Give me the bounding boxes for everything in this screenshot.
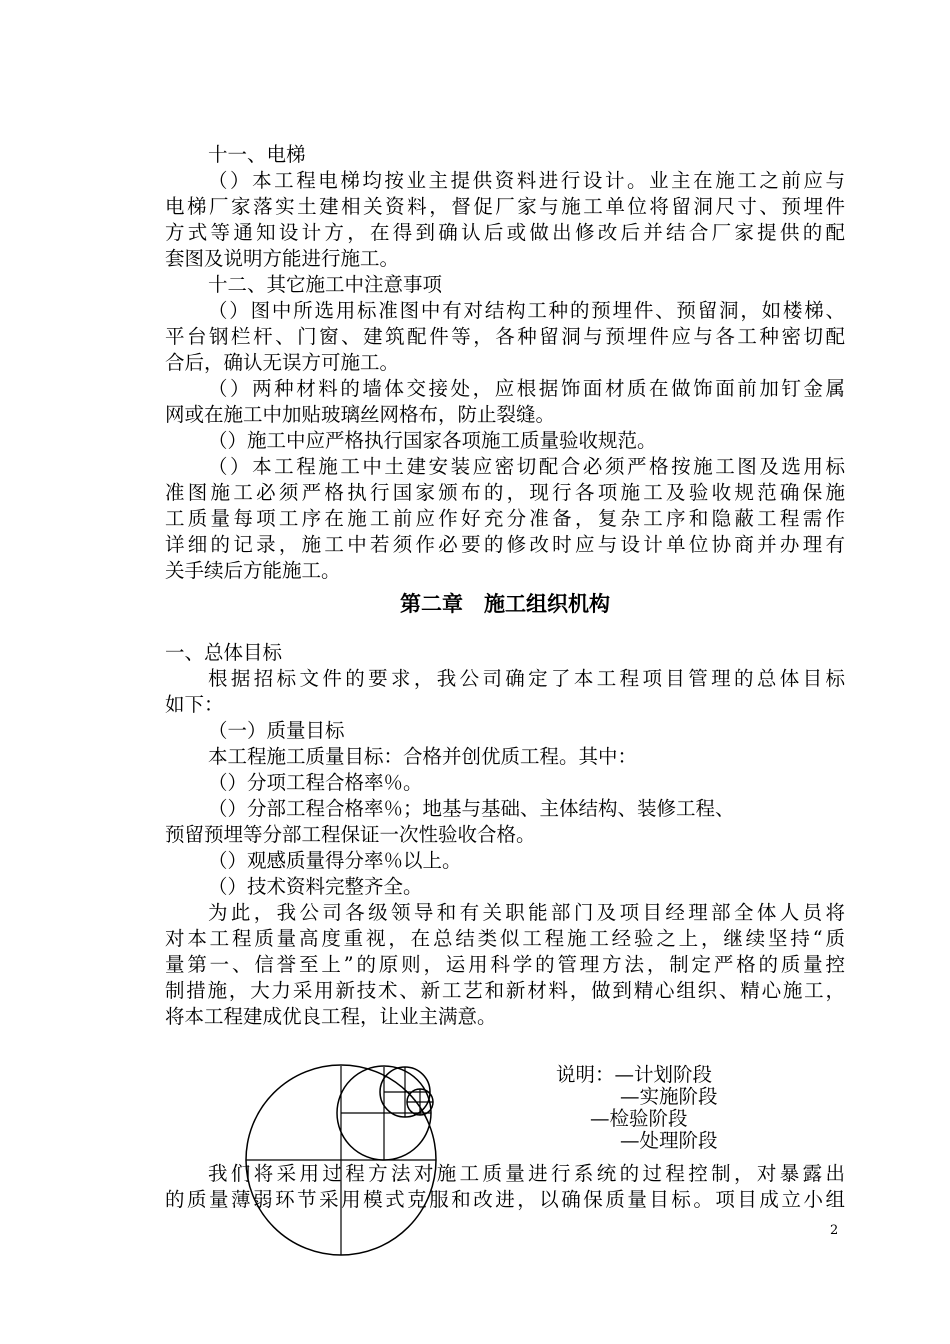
section-12-p3: （）施工中应严格执行国家各项施工质量验收规范。: [208, 429, 657, 452]
section-12-p4-line-4: 详细的记录，施工中若须作必要的修改时应与设计单位协商并办理有: [165, 533, 845, 556]
quality-goal-heading: （一）质量目标: [208, 719, 345, 742]
commitment-line-5: 将本工程建成优良工程，让业主满意。: [165, 1005, 497, 1028]
commitment-line-3: 量第一、信誉至上”的原则，运用科学的管理方法，制定严格的质量控: [165, 953, 845, 976]
general-goal-heading: 一、总体目标: [165, 641, 283, 664]
section-12-p2-line-2: 网或在施工中加贴玻璃丝网格布，防止裂缝。: [165, 403, 556, 426]
legend-check: —检验阶段: [590, 1107, 688, 1130]
quality-item-2: （）分部工程合格率％；地基与基础、主体结构、装修工程、: [208, 797, 735, 820]
section-12-p4-line-5: 关手续后方能施工。: [165, 559, 341, 582]
chapter-title: 第二章 施工组织机构: [400, 591, 610, 616]
legend-do: —实施阶段: [620, 1085, 718, 1108]
quality-goal-line: 本工程施工质量目标：合格并创优质工程。其中：: [208, 745, 638, 768]
intro-line-1: 根据招标文件的要求，我公司确定了本工程项目管理的总体目标: [208, 667, 845, 690]
section-12-p4-line-3: 工质量每项工序在施工前应作好充分准备，复杂工序和隐蔽工程需作: [165, 507, 845, 530]
section-12-p1-line-1: （）图中所选用标准图中有对结构工种的预埋件、预留洞，如楼梯、: [208, 299, 845, 322]
closing-line-2: 的质量薄弱环节采用模式克服和改进，以确保质量目标。项目成立小组: [165, 1188, 845, 1211]
section-12-p2-line-1: （）两种材料的墙体交接处，应根据饰面材质在做饰面前加钉金属: [208, 377, 845, 400]
pdca-cycle-diagram: [240, 1045, 450, 1275]
commitment-line-4: 制措施，大力采用新技术、新工艺和新材料，做到精心组织、精心施工，: [165, 979, 845, 1002]
quality-item-2-cont: 预留预埋等分部工程保证一次性验收合格。: [165, 823, 536, 846]
section-12-p4-line-2: 准图施工必须严格执行国家颁布的，现行各项施工及验收规范确保施: [165, 481, 845, 504]
section-12-heading: 十二、其它施工中注意事项: [208, 273, 443, 296]
section-12-p4-line-1: （）本工程施工中土建安装应密切配合必须严格按施工图及选用标: [208, 455, 845, 478]
intro-line-2: 如下：: [165, 693, 224, 716]
section-12-p1-line-3: 合后，确认无误方可施工。: [165, 351, 400, 374]
section-11-line-2: 电梯厂家落实土建相关资料，督促厂家与施工单位将留洞尺寸、预埋件: [165, 195, 845, 218]
closing-line-1: 我们将采用过程方法对施工质量进行系统的过程控制，对暴露出: [208, 1162, 845, 1185]
section-11-line-3: 方式等通知设计方，在得到确认后或做出修改后并结合厂家提供的配: [165, 221, 845, 244]
section-11-line-4: 套图及说明方能进行施工。: [165, 247, 400, 270]
quality-item-4: （）技术资料完整齐全。: [208, 875, 423, 898]
section-11-line-1: （）本工程电梯均按业主提供资料进行设计。业主在施工之前应与: [208, 169, 845, 192]
commitment-line-1: 为此，我公司各级领导和有关职能部门及项目经理部全体人员将: [208, 901, 845, 924]
quality-item-3: （）观感质量得分率％以上。: [208, 849, 462, 872]
legend-act: —处理阶段: [620, 1129, 718, 1152]
section-12-p1-line-2: 平台钢栏杆、门窗、建筑配件等，各种留洞与预埋件应与各工种密切配: [165, 325, 845, 348]
page-number: 2: [830, 1223, 839, 1238]
commitment-line-2: 对本工程质量高度重视，在总结类似工程施工经验之上，继续坚持“质: [165, 927, 845, 950]
quality-item-1: （）分项工程合格率％。: [208, 771, 423, 794]
legend-plan: 说明：—计划阶段: [556, 1063, 713, 1086]
section-11-heading: 十一、电梯: [208, 143, 306, 166]
